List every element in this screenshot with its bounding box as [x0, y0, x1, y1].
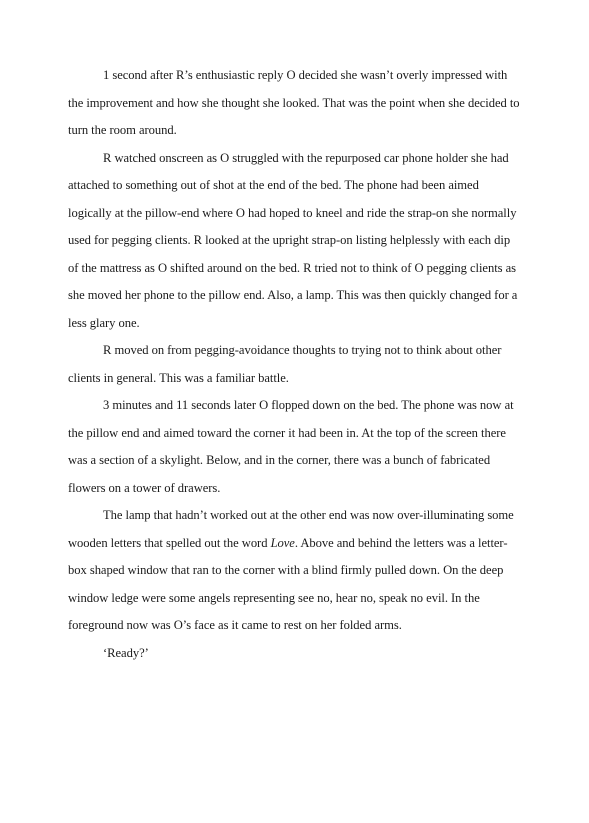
paragraph-5 [68, 502, 520, 640]
document-body [68, 62, 520, 667]
paragraph-6 [68, 640, 520, 668]
paragraph-2 [68, 145, 520, 338]
paragraph-4-text: 3 minutes and 11 seconds later O flopped down on the bed. The phone was now at the pillow end and aimed toward the corner it had been in. At the top of the screen there was a section of a skylight. Below, and in the corner, there was a bunch of fabricated flowers on a tower of drawers. [68, 398, 514, 495]
paragraph-1 [68, 62, 520, 145]
paragraph-1-text: 1 second after R’s enthusiastic reply O decided she wasn’t overly impressed with the improvement and how she thought she looked. That was the point when she decided to turn the room around. [68, 68, 520, 137]
paragraph-5-text-b: . Above and behind the letters was a letter-box shaped window that ran to the corner with a blind firmly pulled down. On the deep window ledge were some angels representing see no, hear no, speak no evil. In the foreground now was O’s face as it came to rest on her folded arms. [68, 535, 508, 632]
paragraph-4 [68, 392, 520, 502]
paragraph-3-text: R moved on from pegging-avoidance thoughts to trying not to think about other clients in general. This was a familiar battle. [68, 343, 502, 385]
paragraph-5-text-a: The lamp that hadn’t worked out at the other end was now over-illuminating some wooden letters that spelled out the word [68, 508, 514, 550]
paragraph-2-text: R watched onscreen as O struggled with the repurposed car phone holder she had attached to something out of shot at the end of the bed. The phone had been aimed logically at the pillow-end where O had hoped to kneel and ride the strap-on she normally used for pegging clients. R looked at the upright strap-on listing helplessly with each dip of the mattress as O shifted around on the bed. R tried not to think of O pegging clients as she moved her phone to the pillow end. Also, a lamp. This was then quickly changed for a less glary one. [68, 150, 518, 330]
paragraph-3 [68, 337, 520, 392]
paragraph-6-text: ‘Ready?’ [103, 645, 149, 660]
paragraph-5-italic-word: Love [270, 535, 295, 550]
